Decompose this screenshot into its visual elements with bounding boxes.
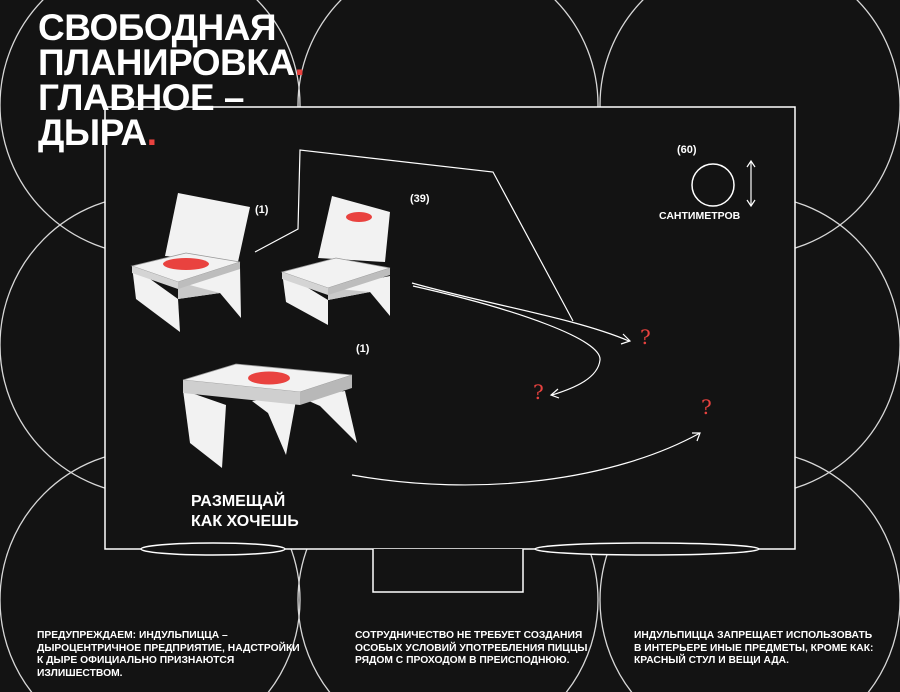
table-hole xyxy=(248,372,290,385)
headline-line: ПЛАНИРОВКА. xyxy=(38,42,305,83)
chair-hole xyxy=(346,212,372,222)
floor-hole-right xyxy=(535,543,759,555)
floor-hole-left xyxy=(141,543,285,555)
accent-dot: . xyxy=(146,112,157,153)
headline xyxy=(38,7,305,153)
note-paragraph: СОТРУДНИЧЕСТВО НЕ ТРЕБУЕТ СОЗДАНИЯ ОСОБЫХ УСЛОВИЙ УПОТРЕБЛЕНИЯ ПИЦЦЫ РЯДОМ С ПРОХОДОМ В ПРЕИСПОДНЮЮ. xyxy=(355,630,588,667)
room-outline xyxy=(105,107,795,549)
question-mark: ? xyxy=(701,395,712,419)
headline-line: ДЫРА. xyxy=(38,112,157,153)
subheading: РАЗМЕЩАЙ КАК ХОЧЕШЬ xyxy=(191,493,299,530)
question-mark: ? xyxy=(640,325,651,349)
table-count-label: (1) xyxy=(356,343,370,355)
note-paragraph: ПРЕДУПРЕЖДАЕМ: ИНДУЛЬПИЦЦА – ДЫРОЦЕНТРИЧНОЕ ПРЕДПРИЯТИЕ, НАДСТРОЙКИ К ДЫРЕ ОФИЦИАЛЬНО ПРИЗНАЮТСЯ ИЗЛИШЕСТВОМ. xyxy=(37,630,300,679)
headline-line: ГЛАВНОЕ – xyxy=(38,77,244,118)
diameter-unit: САНТИМЕТРОВ xyxy=(659,210,741,222)
chair-variants-label: (39) xyxy=(410,193,430,205)
doorway xyxy=(373,549,523,592)
headline-line: СВОБОДНАЯ xyxy=(38,7,277,48)
diameter-value: (60) xyxy=(677,144,697,156)
chair-count-label: (1) xyxy=(255,204,269,216)
accent-dot: . xyxy=(294,42,305,83)
question-mark: ? xyxy=(533,380,544,404)
chair-hole xyxy=(163,258,209,270)
note-paragraph: ИНДУЛЬПИЦЦА ЗАПРЕЩАЕТ ИСПОЛЬЗОВАТЬ В ИНТЕРЬЕРЕ ИНЫЕ ПРЕДМЕТЫ, КРОМЕ КАК: КРАСНЫЙ СТУЛ И ВЕЩИ АДА. xyxy=(634,630,874,667)
